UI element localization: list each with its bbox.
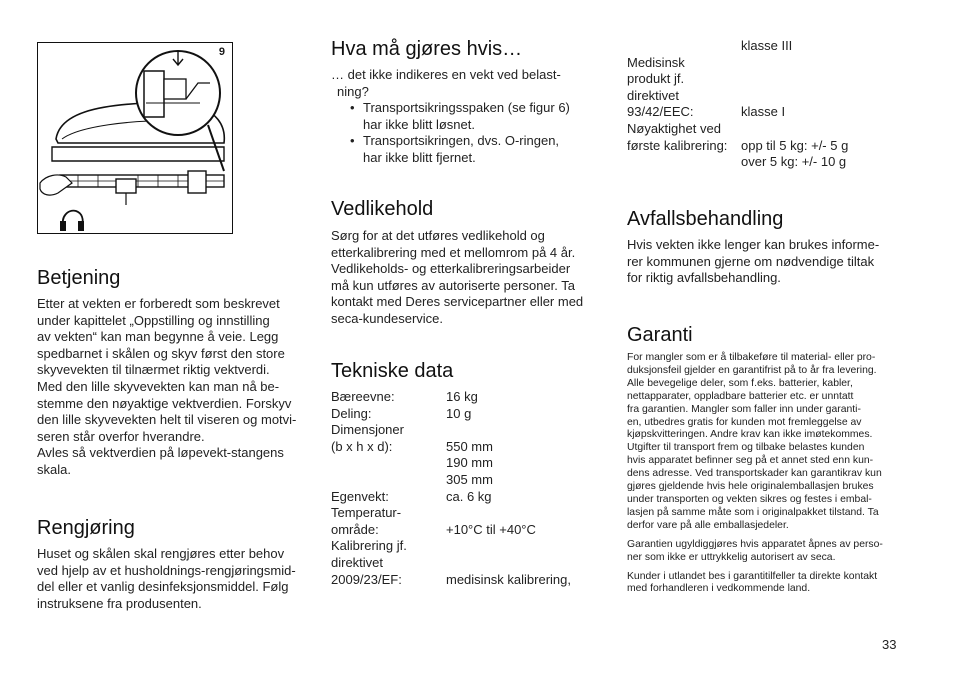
vedlikehold-text bbox=[331, 228, 583, 328]
text-line: … det ikke indikeres en vekt ved belast- bbox=[331, 67, 561, 82]
text-line: Med den lille skyvevekten kan man nå be- bbox=[37, 378, 280, 394]
spec-label: Kalibrering jf. bbox=[331, 538, 407, 554]
garanti-heading: Garanti bbox=[627, 324, 693, 346]
spec-label: produkt jf. bbox=[627, 71, 685, 87]
text-line: dens adresse. Ved transportskader kan garantikrav kun bbox=[627, 468, 882, 480]
text-line: fra garantien. Mangler som faller inn under garanti- bbox=[627, 403, 861, 415]
spec-label: 2009/23/EF: bbox=[331, 571, 402, 587]
avfall-text bbox=[627, 237, 879, 287]
spec-value: medisinsk kalibrering, bbox=[446, 571, 571, 587]
text-line: en, utbedres gratis for kunden mot fremleggelse av bbox=[627, 416, 862, 428]
text-line: Etter at vekten er forberedt som beskrevet bbox=[37, 296, 280, 311]
text-line: gjøres gjeldende hvis hele originalemballasjen brukes bbox=[627, 481, 874, 493]
spec-label: første kalibrering: bbox=[627, 137, 728, 153]
text-line: Vedlikeholds- og etterkalibreringsarbeider bbox=[331, 261, 571, 277]
text-line: har ikke blitt løsnet. bbox=[363, 116, 475, 132]
spec-value: 10 g bbox=[446, 405, 472, 421]
text-line: Alle bevegelige deler, som f.eks. batterier, kabler, bbox=[627, 377, 853, 389]
text-line: seca-kundeservice. bbox=[331, 310, 443, 326]
tekniske-heading: Tekniske data bbox=[331, 360, 454, 382]
text-line: rer kommunen gjerne om nødvendige tiltak bbox=[627, 253, 875, 269]
spec-value: over 5 kg: +/- 10 g bbox=[741, 154, 847, 170]
bullet-item bbox=[331, 100, 570, 133]
spec-label: Bæreevne: bbox=[331, 389, 395, 404]
vedlikehold-heading: Vedlikehold bbox=[331, 198, 434, 220]
garanti-text bbox=[627, 352, 883, 596]
text-line: etterkalibrering med et mellomrom på 4 år. bbox=[331, 244, 576, 260]
hva-heading: Hva må gjøres hvis… bbox=[331, 38, 523, 60]
text-line: instruksene fra produsenten. bbox=[37, 595, 202, 611]
spec-value: klasse I bbox=[741, 104, 786, 120]
spec-value: 190 mm bbox=[446, 455, 493, 471]
text-line: seren står overfor hverandre. bbox=[37, 428, 205, 444]
text-line: • Transportsikringen, dvs. O-ringen, bbox=[363, 133, 560, 149]
spec-value: ca. 6 kg bbox=[446, 488, 492, 504]
text-line: For mangler som er å tilbakeføre til material- eller pro- bbox=[627, 352, 876, 363]
hva-text bbox=[331, 67, 570, 167]
text-line: ner som ikke er uttrykkelig autorisert av seca. bbox=[627, 551, 836, 563]
spec-label: Deling: bbox=[331, 405, 372, 421]
tekniske-table bbox=[331, 389, 601, 589]
spec-label: Medisinsk bbox=[627, 54, 685, 70]
text-line: lasjen på samme måte som i originalpakket tilstand. Ta bbox=[627, 506, 879, 518]
spec-value: 305 mm bbox=[446, 472, 493, 487]
text-line: hvis apparatet befinner seg på et annet sted enn kun- bbox=[627, 455, 874, 467]
text-line: Hvis vekten ikke lenger kan brukes informe- bbox=[627, 237, 880, 252]
avfall-heading: Avfallsbehandling bbox=[627, 208, 784, 230]
text-line: ved hjelp av et husholdnings-rengjøringsmid- bbox=[37, 562, 296, 578]
bullet-item bbox=[331, 133, 570, 166]
text-line: Garantien ugyldiggjøres hvis apparatet åpnes av perso- bbox=[627, 538, 883, 550]
text-line: nettapparater, oppladbare batterier etc. er unntatt bbox=[627, 390, 854, 402]
spec-value: opp til 5 kg: +/- 5 g bbox=[741, 137, 849, 153]
text-line: Kunder i utlandet bes i garantitilfeller ta direkte kontakt bbox=[627, 570, 878, 582]
text-line: under kapittelet „Oppstilling og innstilling bbox=[37, 312, 270, 328]
spec-label: Dimensjoner bbox=[331, 422, 404, 438]
text-line: med forhandleren i vedkommende land. bbox=[627, 583, 811, 595]
rengjoring-heading: Rengjøring bbox=[37, 517, 135, 539]
text-line: må kun utføres av autoriserte personer. Ta bbox=[331, 277, 575, 293]
text-line: stemme den nøyaktige vektverdien. Forskyv bbox=[37, 395, 292, 411]
text-line: derfor vare på alle emballasjedeler. bbox=[627, 519, 789, 531]
text-line: ning? bbox=[337, 83, 369, 99]
spec-label: (b x h x d): bbox=[331, 438, 393, 454]
text-line: kjøpskvitteringen. Andre krav kan ikke imøtekommes. bbox=[627, 429, 873, 441]
spec-value: 550 mm bbox=[446, 438, 493, 454]
spec-value: +10°C til +40°C bbox=[446, 521, 536, 537]
text-line: den lille skyvevekten helt til viseren og motvi- bbox=[37, 412, 297, 428]
page-number: 33 bbox=[882, 637, 897, 652]
spec-value: klasse III bbox=[741, 38, 793, 53]
spec-label: direktivet bbox=[627, 87, 680, 103]
spec-label: 93/42/EEC: bbox=[627, 104, 694, 120]
text-line: for riktig avfallsbehandling. bbox=[627, 270, 781, 286]
betjening-text bbox=[37, 296, 296, 479]
figure-number: 9 bbox=[218, 46, 225, 58]
spec-label: Egenvekt: bbox=[331, 488, 389, 504]
text-line: av vekten“ kan man begynne å veie. Legg bbox=[37, 329, 279, 345]
text-line: duksjonsfeil gjelder en garantifrist på to år fra levering. bbox=[627, 364, 877, 376]
spec-label: Temperatur- bbox=[331, 505, 402, 521]
rengjoring-text bbox=[37, 546, 296, 612]
text-line: skala. bbox=[37, 461, 71, 477]
text-line: Huset og skålen skal rengjøres etter behov bbox=[37, 546, 285, 561]
text-line: • Transportsikringsspaken (se figur 6) bbox=[363, 100, 570, 116]
tekniske-table-continued bbox=[627, 38, 917, 172]
text-line: har ikke blitt fjernet. bbox=[363, 149, 476, 165]
scale-sliding-weight-drawing bbox=[38, 43, 232, 233]
text-line: Avles så vektverdien på løpevekt-stangens bbox=[37, 445, 284, 461]
betjening-heading: Betjening bbox=[37, 267, 121, 289]
text-line: Sørg for at det utføres vedlikehold og bbox=[331, 228, 545, 243]
text-line: skyvevekten til tilnærmet riktig vektverdi. bbox=[37, 362, 270, 378]
text-line: kontakt med Deres servicepartner eller med bbox=[331, 294, 584, 310]
spec-label: Nøyaktighet ved bbox=[627, 121, 721, 136]
spec-label: direktivet bbox=[331, 555, 384, 570]
text-line: spedbarnet i skålen og skyv først den store bbox=[37, 345, 285, 361]
text-line: Utgifter til transport frem og tilbake belastes kunden bbox=[627, 442, 865, 454]
spec-label: område: bbox=[331, 521, 379, 537]
figure-9-illustration bbox=[37, 42, 233, 234]
text-line: under transporten og vekten sikres og festes i embal- bbox=[627, 493, 872, 505]
spec-value: 16 kg bbox=[446, 389, 478, 404]
text-line: del eller et vanlig desinfeksjonsmiddel. Følg bbox=[37, 579, 289, 595]
